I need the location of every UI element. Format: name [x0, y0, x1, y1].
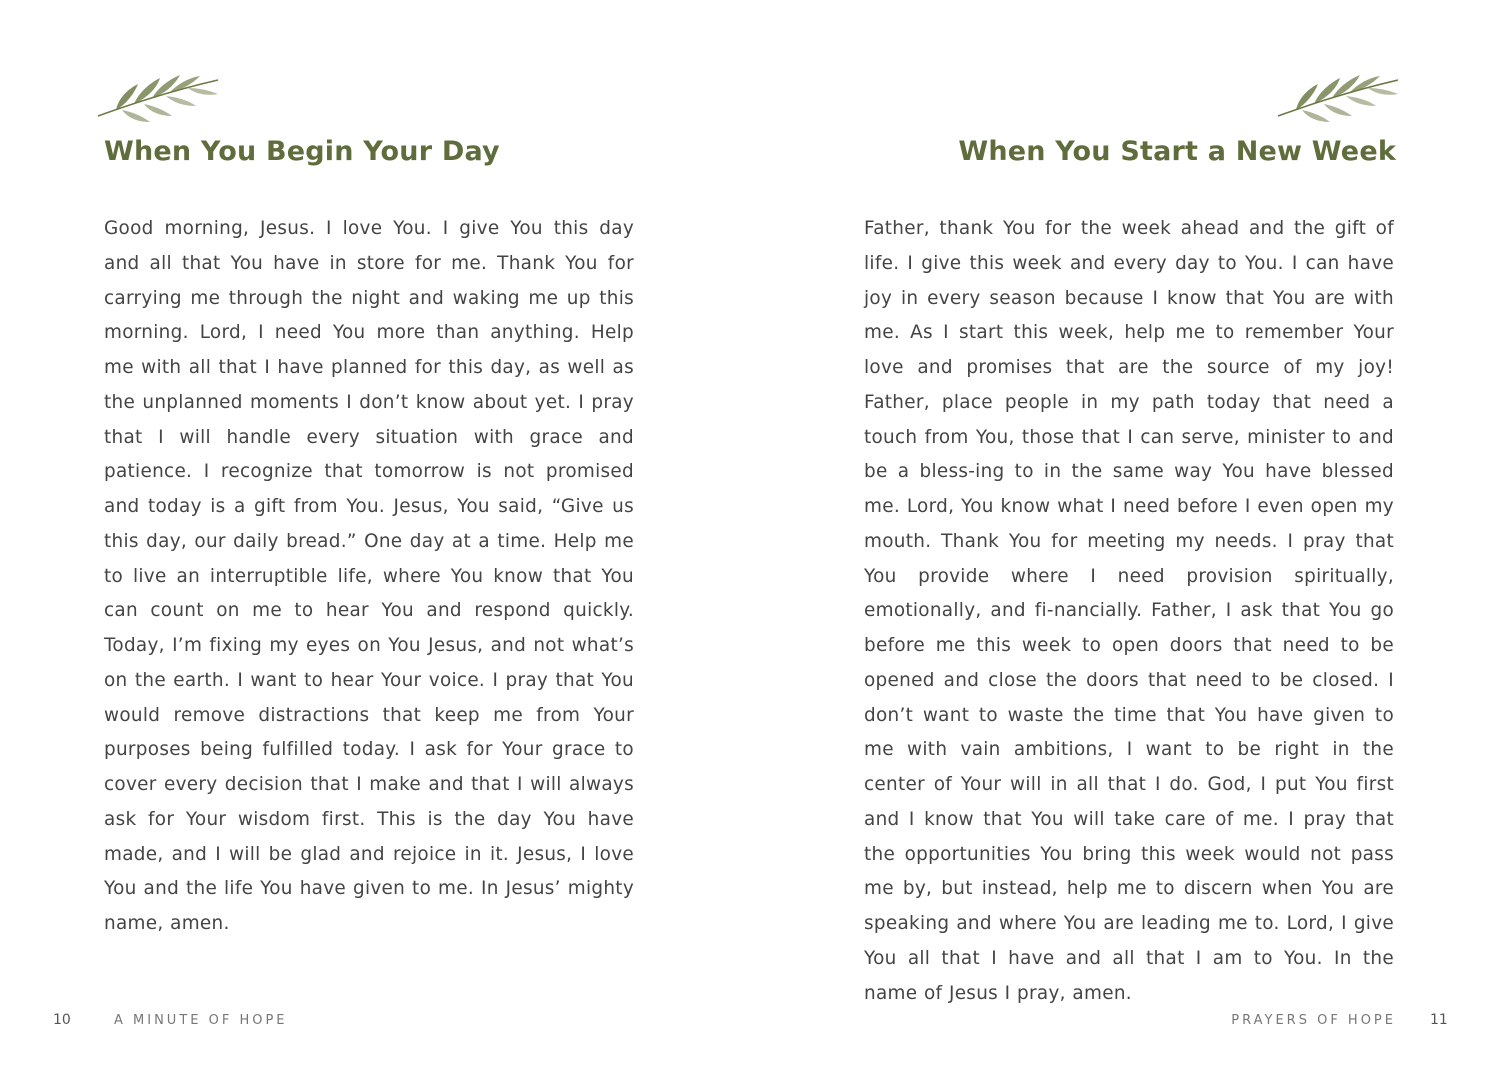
- olive-branch-icon: [96, 66, 222, 124]
- running-head: PRAYERS OF HOPE: [1231, 1013, 1396, 1028]
- prayer-body: Father, thank You for the week ahead and the gift of life. I give this week and every day to You. I can have joy in every season because I know that You are with me. As I start this week, help me to remember Your love and promises that are the source of my joy! Father, place people in my path today that need a touch from You, those that I can serve, minister to and be a bless-ing to in the same way You have blessed me. Lord, You know what I need before I even open my mouth. Thank You for meeting my needs. I pray that You provide where I need provision spiritually, emotionally, and fi-nancially. Father, I ask that You go before me this week to open doors that need to be opened and close the doors that need to be closed. I don’t want to waste the time that You have given to me with vain ambitions, I want to be right in the center of Your will in all that I do. God, I put You first and I know that You will take care of me. I pray that the opportunities You bring this week would not pass me by, but instead, help me to discern when You are speaking and where You are leading me to. Lord, I give You all that I have and all that I am to You. In the name of Jesus I pray, amen.: [864, 218, 1394, 1004]
- prayer-title: When You Begin Your Day: [104, 136, 500, 167]
- running-head: A MINUTE OF HOPE: [114, 1013, 288, 1028]
- prayer-title: When You Start a New Week: [958, 136, 1396, 167]
- page-number: 11: [1430, 1012, 1448, 1028]
- olive-branch-icon: [1276, 66, 1402, 124]
- right-page: [750, 0, 1500, 1083]
- page-number: 10: [53, 1012, 71, 1028]
- prayer-body: Good morning, Jesus. I love You. I give You this day and all that You have in store for me. Thank You for carrying me through the night and waking me up this morning. Lord, I need You more than anything. Help me with all that I have planned for this day, as well as the unplanned moments I don’t know about yet. I pray that I will handle every situation with grace and patience. I recognize that tomorrow is not promised and today is a gift from You. Jesus, You said, “Give us this day, our daily bread.” One day at a time. Help me to live an interruptible life, where You know that You can count on me to hear You and respond quickly. Today, I’m fixing my eyes on You Jesus, and not what’s on the earth. I want to hear Your voice. I pray that You would remove distractions that keep me from Your purposes being fulfilled today. I ask for Your grace to cover every decision that I make and that I will always ask for Your wisdom first. This is the day You have made, and I will be glad and rejoice in it. Jesus, I love You and the life You have given to me. In Jesus’ mighty name, amen.: [104, 218, 634, 934]
